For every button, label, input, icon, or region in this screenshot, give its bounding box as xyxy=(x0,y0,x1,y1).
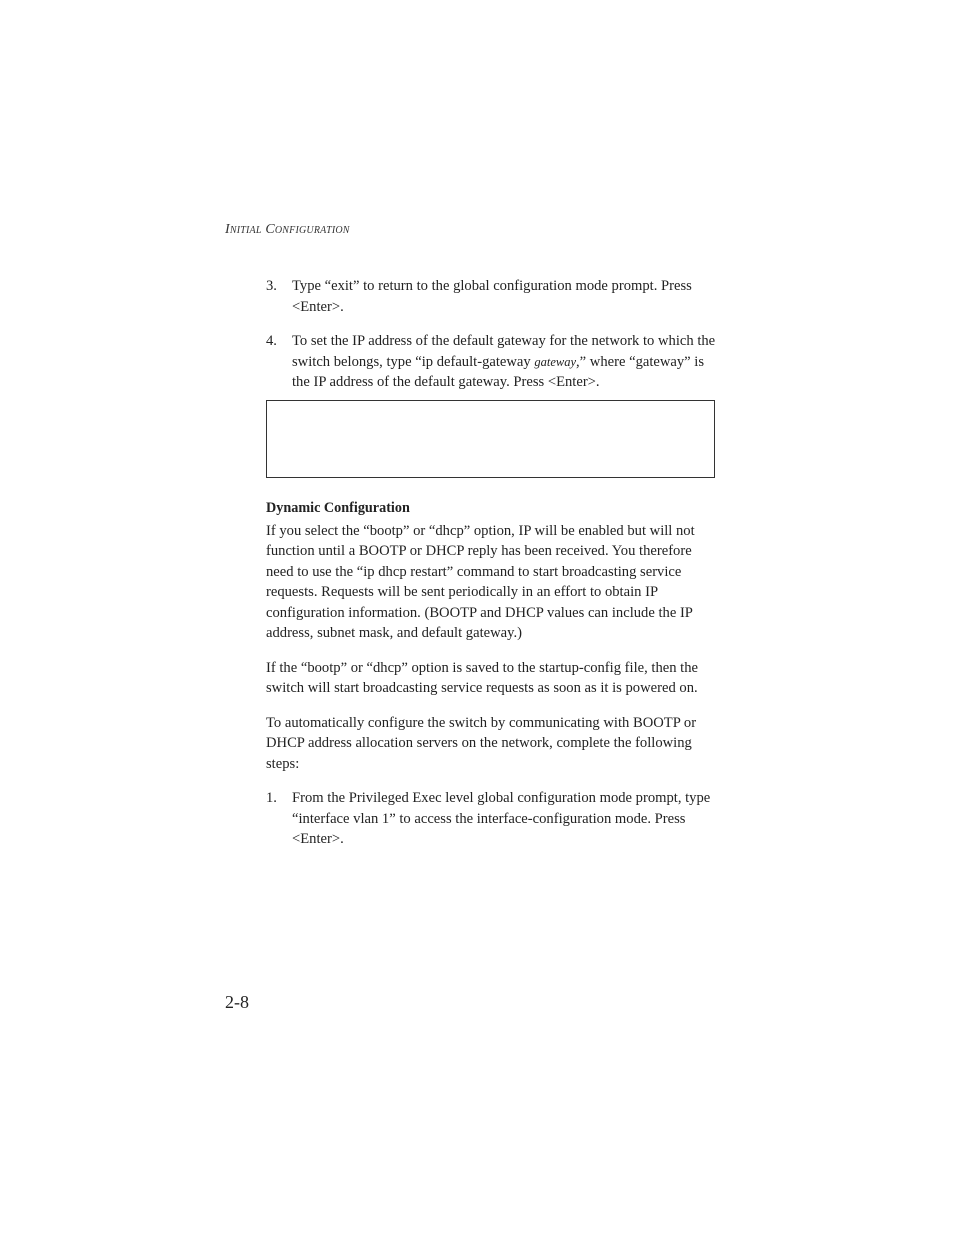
step-text-emphasis: gateway xyxy=(534,354,577,369)
step-text: Type “exit” to return to the global configuration mode prompt. Press <Enter>. xyxy=(292,278,692,315)
step-4 xyxy=(266,331,718,393)
section-heading: Dynamic Configuration xyxy=(266,499,410,516)
main-content xyxy=(266,276,718,850)
step-text-after: ,” where “gateway” is the IP address of the default gateway. Press <Enter>. xyxy=(292,353,705,390)
paragraph: To automatically configure the switch by communicating with BOOTP or DHCP address allocation servers on the network, complete the following steps: xyxy=(266,714,697,772)
step-text: From the Privileged Exec level global configuration mode prompt, type “interface vlan 1” to access the interface-configuration mode. Press <Enter>. xyxy=(292,790,711,847)
console-example-box xyxy=(266,400,715,478)
paragraph: If the “bootp” or “dhcp” option is saved to the startup-config file, then the switch will start broadcasting service requests as soon as it is powered on. xyxy=(266,659,699,696)
running-header: Initial Configuration xyxy=(225,222,350,237)
paragraph: If you select the “bootp” or “dhcp” option, IP will be enabled but will not function until a BOOTP or DHCP reply has been received. You therefore need to use the “ip dhcp restart” command to start broadcasting service requests. Requests will be sent periodically in an effort to obtain IP configuration information. (BOOTP and DHCP values can include the IP address, subnet mask, and default gateway.) xyxy=(266,522,695,641)
step-text-before: To set the IP address of the default gateway for the network to which the switch belongs, type “ip default-gateway xyxy=(292,333,716,370)
step-number: 3. xyxy=(266,278,277,294)
step-number: 4. xyxy=(266,333,277,349)
step-number: 1. xyxy=(266,790,277,806)
step-3 xyxy=(266,276,718,317)
page-number: 2-8 xyxy=(225,992,249,1012)
step-1 xyxy=(266,788,718,850)
